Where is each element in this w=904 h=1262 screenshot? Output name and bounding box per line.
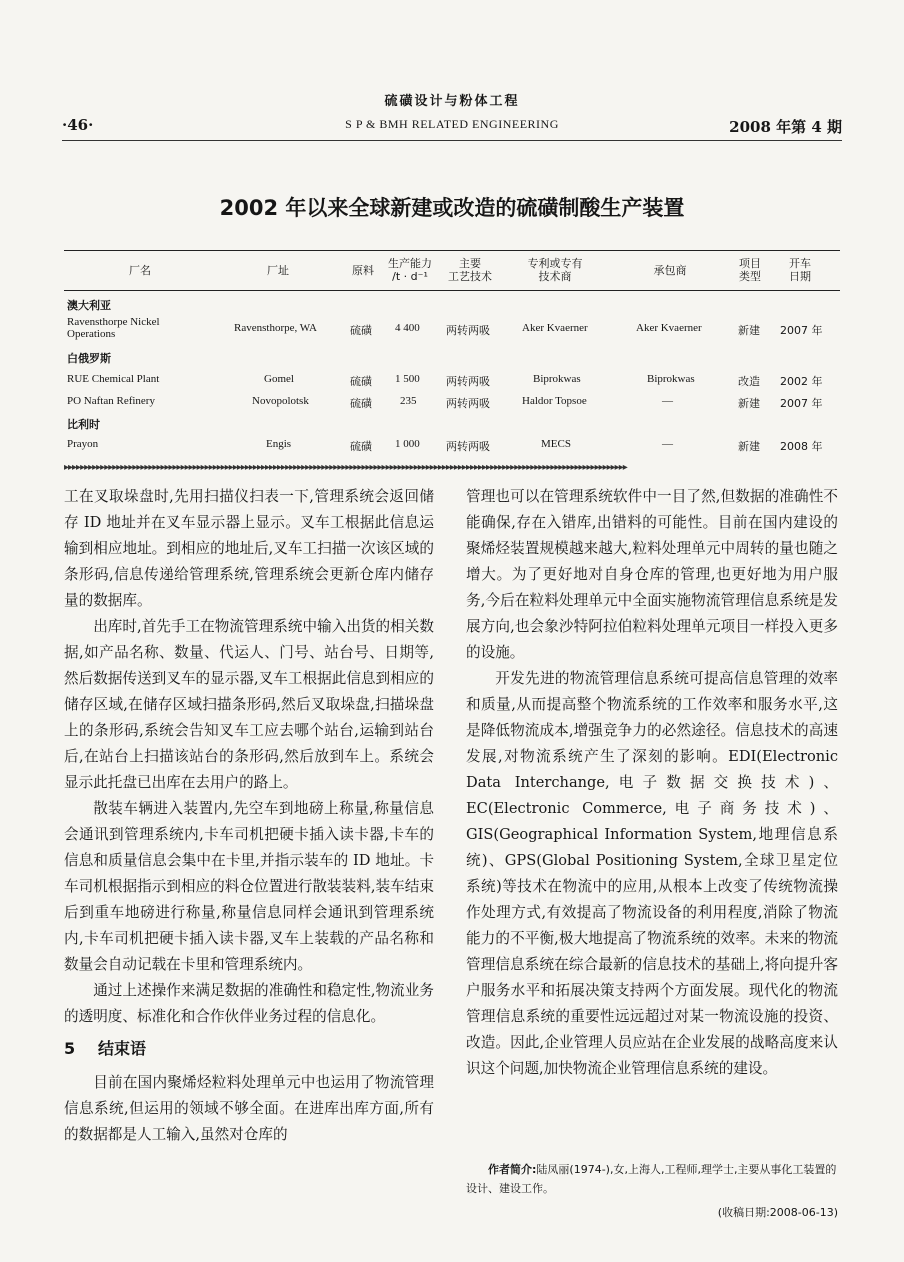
- cell-material: 硫磺: [350, 440, 372, 453]
- region-label: 白俄罗斯: [67, 352, 111, 365]
- cell-process: 两转两吸: [446, 375, 490, 388]
- table-title: 2002 年以来全球新建或改造的硫磺制酸生产装置: [219, 196, 685, 220]
- cell-material: 硫磺: [350, 324, 372, 337]
- cell-site: Engis: [266, 438, 292, 450]
- cell-patent: Biprokwas: [533, 373, 581, 385]
- cell-factory: Prayon: [67, 438, 99, 450]
- col-header-contractor: 承包商: [653, 264, 687, 277]
- cell-type: 新建: [738, 440, 760, 453]
- cell-start: 2007 年: [780, 397, 823, 410]
- paragraph: 通过上述操作来满足数据的准确性和稳定性,物流业务的透明度、标准化和合作伙伴业务过程的信息化。: [64, 982, 434, 1025]
- received-date: (收稿日期:2008-06-13): [717, 1206, 838, 1219]
- cell-type: 改造: [738, 375, 760, 388]
- journal-title-en: S P & BMH RELATED ENGINEERING: [345, 117, 559, 131]
- cell-capacity: 1 000: [395, 438, 420, 450]
- paragraph: 开发先进的物流管理信息系统可提高信息管理的效率和质量,从而提高整个物流系统的工作效率和服务水平,这是降低物流成本,增强竞争力的必然途径。信息技术的高速发展,对物流系统产生了深刻的影响。EDI(Electronic Data Interchange,电子数据交换技术)、EC(Electronic Commerce,电子商务技术)、GIS(Geographical Information System,地理信息系统)、GPS(Global Positioning System,全球卫星定位系统)等技术在物流中的应用,从根本上改变了传统物流操作处理方式,有效提高了物流设备的利用程度,消除了物流能力的不平衡,极大地提高了物流系统的效率。未来的物流管理信息系统在综合最新的信息技术的基础上,将向提升客户服务水平和拓展决策支持两个方面发展。现代化的物流管理信息系统的重要性远远超过对某一物流设施的投资、改造。因此,企业管理人员应站在企业发展的战略高度来认识这个问题,加快物流企业管理信息系统的建设。: [466, 670, 838, 1077]
- cell-start: 2007 年: [780, 324, 823, 337]
- table-header-rule: [64, 290, 840, 291]
- section-title: 结束语: [98, 1039, 147, 1058]
- col-header-material: 原料: [352, 264, 374, 277]
- journal-title-cn: 硫磺设计与粉体工程: [384, 94, 520, 109]
- author-bio-label: 作者简介:: [488, 1163, 537, 1176]
- region-label: 比利时: [67, 418, 100, 431]
- cell-start: 2008 年: [780, 440, 823, 453]
- paragraph: 管理也可以在管理系统软件中一目了然,但数据的准确性不能确保,存在入错库,出错料的可能性。目前在国内建设的聚烯烃装置规模越来越大,粒料处理单元中周转的量也随之增大。为了更好地对自身仓库的管理,也更好地为用户服务,今后在粒料处理单元中全面实施物流管理信息系统是发展方向,也会象沙特阿拉伯粒料处理单元项目一样投入更多的设施。: [466, 488, 838, 661]
- paragraph: 目前在国内聚烯烃粒料处理单元中也运用了物流管理信息系统,但运用的领域不够全面。在进库出库方面,所有的数据都是人工输入,虽然对仓库的: [64, 1074, 434, 1143]
- cell-material: 硫磺: [350, 397, 372, 410]
- author-bio-text: 陆凤丽(1974-),女,上海人,工程师,理学士,主要从事化工装置的设计、建设工作。: [466, 1163, 837, 1195]
- cell-start: 2002 年: [780, 375, 823, 388]
- cell-process: 两转两吸: [446, 397, 490, 410]
- left-column: [64, 484, 434, 1148]
- paragraph: 工在叉取垛盘时,先用扫描仪扫表一下,管理系统会返回储存 ID 地址并在叉车显示器上显示。叉车工根据此信息运输到相应地址。到相应的地址后,叉车工扫描一次该区域的条形码,信息传递给管理系统,管理系统会更新仓库内储存量的数据库。: [64, 488, 434, 609]
- cell-patent: Haldor Topsoe: [522, 395, 587, 407]
- cell-type: 新建: [738, 397, 760, 410]
- cell-factory: Ravensthorpe Nickel Operations: [67, 316, 160, 340]
- col-header-type: 项目 类型: [739, 257, 761, 283]
- cell-capacity: 235: [400, 395, 417, 407]
- cell-material: 硫磺: [350, 375, 372, 388]
- right-column: [466, 484, 838, 1082]
- separator-arrows: ▸▸▸▸▸▸▸▸▸▸▸▸▸▸▸▸▸▸▸▸▸▸▸▸▸▸▸▸▸▸▸▸▸▸▸▸▸▸▸▸▸▸▸▸▸▸▸▸▸▸▸▸▸▸▸▸▸▸▸▸▸▸▸▸▸▸▸▸▸▸▸▸▸▸▸▸▸▸▸▸▸▸▸▸▸▸▸▸▸▸▸▸▸▸▸▸▸▸▸▸▸▸▸▸▸▸▸▸▸▸▸▸▸▸▸▸▸▸▸▸▸▸▸▸▸▸▸▸▸▸▸▸▸▸▸▸▸▸▸▸: [64, 462, 627, 473]
- table-top-rule: [64, 250, 840, 251]
- region-label: 澳大利亚: [67, 299, 111, 312]
- cell-process: 两转两吸: [446, 440, 490, 453]
- cell-capacity: 1 500: [395, 373, 420, 385]
- cell-site: Novopolotsk: [252, 395, 309, 407]
- cell-factory: PO Naftan Refinery: [67, 395, 155, 407]
- header-rule: [62, 140, 842, 141]
- cell-type: 新建: [738, 324, 760, 337]
- cell-patent: MECS: [541, 438, 571, 450]
- cell-patent: Aker Kvaerner: [522, 322, 588, 334]
- page-number: ·46·: [62, 116, 94, 134]
- cell-contractor: —: [662, 395, 673, 407]
- section-number: 5: [64, 1039, 76, 1058]
- col-header-patent: 专利或专有 技术商: [527, 257, 583, 283]
- col-header-process: 主要 工艺技术: [448, 257, 492, 283]
- section-heading: [64, 1036, 434, 1062]
- issue-label: 2008 年第 4 期: [729, 118, 842, 136]
- cell-site: Gomel: [264, 373, 294, 385]
- cell-factory: RUE Chemical Plant: [67, 373, 160, 385]
- paragraph: 出库时,首先手工在物流管理系统中输入出货的相关数据,如产品名称、数量、代运人、门号、站台号、日期等,然后数据传送到叉车的显示器,叉车工根据此信息到相应的储存区域,在储存区域扫描条形码,然后叉取垛盘,扫描垛盘上的条形码,系统会告知叉车工应去哪个站台,运输到站台后,在站台上扫描该站台的条形码,然后放到车上。系统会显示此托盘已出库在去用户的路上。: [64, 618, 434, 791]
- col-header-capacity: 生产能力 /t · d⁻¹: [388, 257, 432, 283]
- col-header-site: 厂址: [267, 264, 289, 277]
- cell-capacity: 4 400: [395, 322, 420, 334]
- author-bio: [466, 1160, 838, 1198]
- col-header-start: 开车 日期: [789, 257, 811, 283]
- cell-contractor: —: [662, 438, 673, 450]
- paragraph: 散装车辆进入装置内,先空车到地磅上称量,称量信息会通讯到管理系统内,卡车司机把硬卡插入读卡器,卡车的信息和质量信息会集中在卡里,并指示装车的 ID 地址。卡车司机根据指示到相应的料仓位置进行散装装料,装车结束后到重车地磅进行称量,称量信息同样会通讯到管理系统内,卡车司机把硬卡插入读卡器,叉车上装载的产品名称和数量会自动记载在卡里和管理系统内。: [64, 800, 434, 973]
- cell-process: 两转两吸: [446, 324, 490, 337]
- cell-contractor: Aker Kvaerner: [636, 322, 702, 334]
- cell-contractor: Biprokwas: [647, 373, 695, 385]
- col-header-factory: 厂名: [129, 264, 151, 277]
- cell-site: Ravensthorpe, WA: [234, 322, 317, 334]
